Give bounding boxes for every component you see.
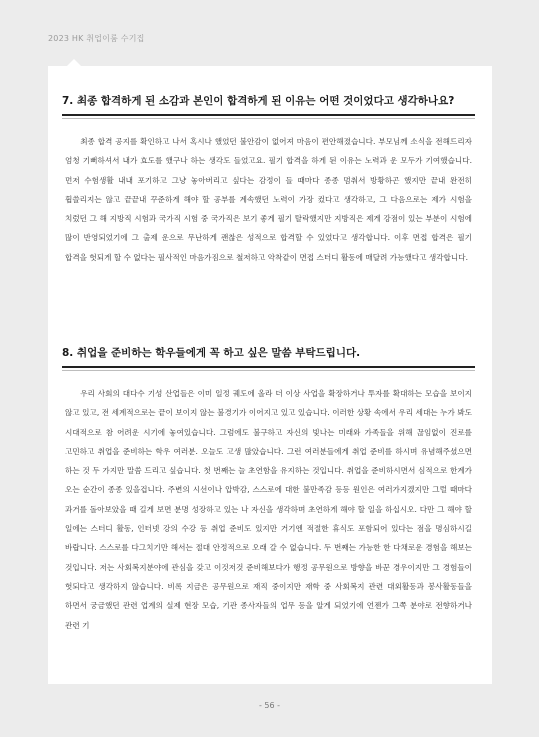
question-7-answer: 최종 합격 공지를 확인하고 나서 혹시나 했었던 불안감이 없어져 마음이 편안해졌습니다. 부모님께 소식을 전해드리자 엄청 기뻐하셔서 내가 효도를 했구나 하는 생각도 들었고요. 필기 합격을 하게 된 이유는 노력과 운 모두가 기여했습니다. 먼저 수험생활 내내 포기하고 그냥 놓아버리고 싶다는 감정이 들 때마다 종종 멈춰서 방황하곤 했지만 끝내 완전히 휩쓸리지는 않고 끝끝내 꾸준하게 해야 할 공부를 계속했던 노력이 가장 컸다고 생각하고, 그 다음으로는 제가 시험을 치렀던 그 해 지방직 시험과 국가직 시험 중 국가직은 보기 좋게 필기 탈락했지만 지방직은 제게 강점이 있는 부분이 시험에 많이 반영되었기에 그 출제 운으로 무난하게 괜찮은 성적으로 합격할 수 있었다고 생각합니다. 이후 면접 합격은 필기 합격을 헛되게 할 수 없다는 필사적인 마음가짐으로 철저하고 악착같이 면접 스터디 활동에 매달려 가능했다고 생각합니다.	[65, 137, 472, 262]
content-card	[48, 66, 492, 684]
question-7-title: 7. 최종 합격하게 된 소감과 본인이 합격하게 된 이유는 어떤 것이었다고 생각하나요?	[62, 93, 475, 116]
question-7-section	[62, 93, 475, 267]
question-8-answer: 우리 사회의 대다수 기성 산업들은 이미 일정 궤도에 올라 더 이상 사업을 확장하거나 투자를 확대하는 모습을 보이지 않고 있고, 전 세계적으로는 끝이 보이지 않는 불경기가 이어지고 있고 있습니다. 이러한 상황 속에서 우리 세대는 누가 봐도 시대적으로 참 어려운 시기에 놓여있습니다. 그럼에도 불구하고 자신의 빛나는 미래와 가족들을 위해 끊임없이 진로를 고민하고 취업을 준비하는 학우 여러분. 오늘도 고생 많았습니다. 그런 여러분들에게 취업 준비를 하시며 유념해주셨으면 하는 것 두 가지만 말씀 드리고 싶습니다. 첫 번째는 늘 초연함을 유지하는 것입니다. 취업을 준비하시면서 심적으로 한계가 오는 순간이 종종 있을겁니다. 주변의 시선이나 압박감, 스스로에 대한 불만족감 등등 원인은 여러가지겠지만 그럴 때마다 과거를 돌아보았을 때 길게 보면 분명 성장하고 있는 나 자신을 생각하며 초연하게 해야 할 일을 하십시오. 다만 그 해야 할 일에는 스터디 활동, 인터넷 강의 수강 등 취업 준비도 있지만 거기엔 적절한 휴식도 포함되어 있다는 점을 명심하시길 바랍니다. 스스로를 다그치기만 해서는 절대 안정적으로 오래 갈 수 없습니다. 두 번째는 가능한 한 다채로운 경험을 해보는 것입니다. 저는 사회복지분야에 관심을 갖고 이것저것 준비해보다가 행정 공무원으로 방향을 바꾼 경우이지만 그 경험들이 헛되다고 생각하지 않습니다. 비록 지금은 공무원으로 재직 중이지만 재학 중 사회복지 관련 대외활동과 봉사활동들을 하면서 궁금했던 관련 업계의 실제 현장 모습, 기관 종사자들의 업무 등을 알게 되었기에 언젠가 그쪽 분야로 전향하거나 관련 기	[65, 389, 472, 630]
question-8-section	[62, 345, 475, 635]
card-notch	[66, 59, 82, 67]
question-8-title: 8. 취업을 준비하는 학우들에게 꼭 하고 싶은 말씀 부탁드립니다.	[62, 345, 475, 368]
running-header: 2023 HK 취업이룸 수기집	[48, 34, 145, 43]
page-number: - 56 -	[258, 701, 281, 710]
